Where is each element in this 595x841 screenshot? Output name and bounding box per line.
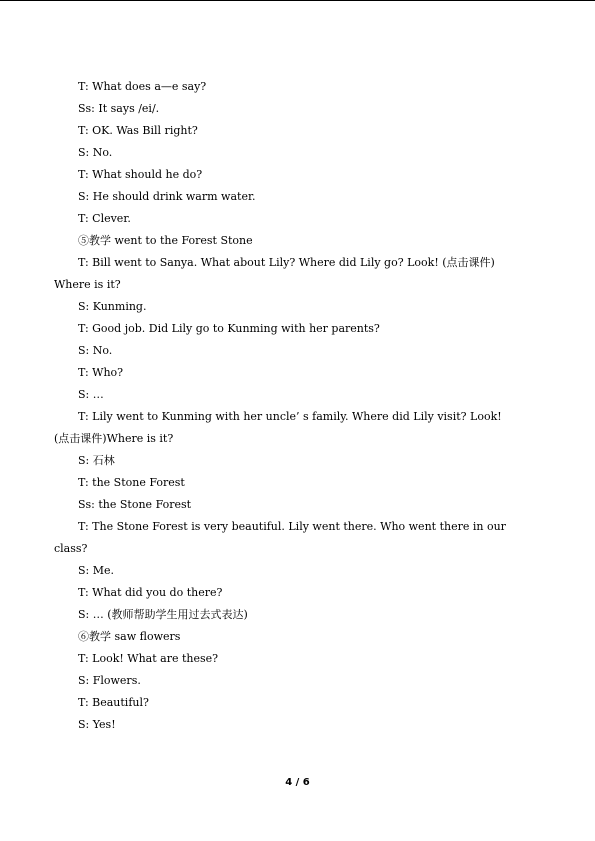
dialogue-line: T: Clever.: [78, 212, 131, 225]
dialogue-line: T: Who?: [78, 366, 124, 379]
dialogue-line: S: Yes!: [78, 718, 116, 731]
dialogue-line: Ss: the Stone Forest: [78, 498, 192, 511]
dialogue-line: T: OK. Was Bill right?: [78, 124, 198, 137]
header-rule: [0, 0, 595, 1]
dialogue-line: T: The Stone Forest is very beautiful. Lily went there. Who went there in our: [78, 520, 506, 533]
dialogue-line: T: What should he do?: [78, 168, 203, 181]
page-number: 4 / 6: [285, 777, 310, 788]
dialogue-line: (点击课件)Where is it?: [54, 432, 174, 445]
dialogue-line: S: Kunming.: [78, 300, 147, 313]
dialogue-line: S: No.: [78, 344, 113, 357]
dialogue-line: T: Bill went to Sanya. What about Lily? Where did Lily go? Look! (点击课件): [78, 256, 495, 269]
dialogue-line: T: Look! What are these?: [78, 652, 219, 665]
dialogue-line: T: What does a—e say?: [78, 80, 207, 93]
dialogue-line: T: Good job. Did Lily go to Kunming with her parents?: [78, 322, 380, 335]
document-body: [54, 76, 542, 736]
dialogue-line: S: Flowers.: [78, 674, 141, 687]
dialogue-line: S: … (教师帮助学生用过去式表达): [78, 608, 248, 621]
dialogue-line: S: …: [78, 388, 104, 401]
dialogue-line: T: Lily went to Kunming with her uncle’ s family. Where did Lily visit? Look!: [78, 410, 502, 423]
dialogue-line: S: He should drink warm water.: [78, 190, 256, 203]
dialogue-line: Where is it?: [54, 278, 121, 291]
dialogue-line: ⑥教学 saw flowers: [78, 630, 181, 643]
dialogue-line: S: Me.: [78, 564, 115, 577]
dialogue-line: S: No.: [78, 146, 113, 159]
dialogue-line: T: Beautiful?: [78, 696, 149, 709]
dialogue-line: T: the Stone Forest: [78, 476, 185, 489]
dialogue-line: Ss: It says /ei/.: [78, 102, 160, 115]
dialogue-line: ⑤教学 went to the Forest Stone: [78, 234, 253, 247]
dialogue-line: T: What did you do there?: [78, 586, 223, 599]
dialogue-line: S: 石林: [78, 454, 115, 467]
dialogue-line: class?: [54, 542, 88, 555]
